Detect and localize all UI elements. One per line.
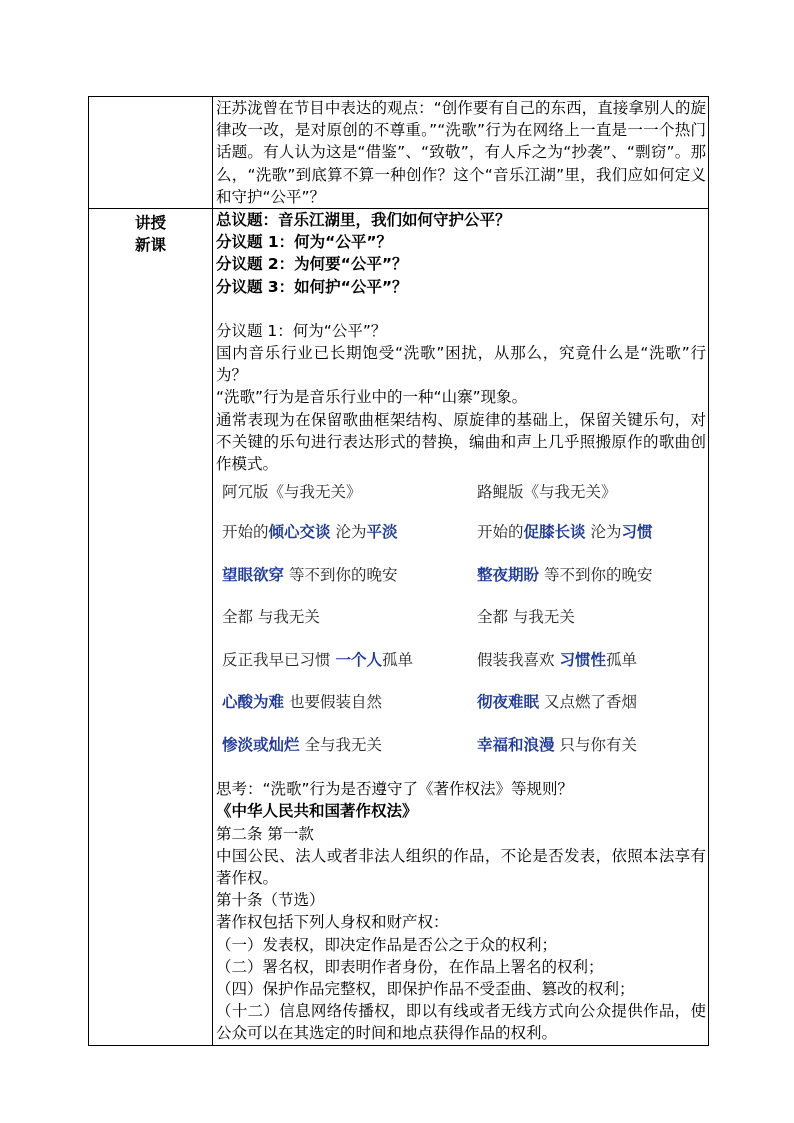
lecture-label-cell (89, 209, 213, 1046)
lyric-text: 开始的 (477, 523, 524, 542)
intro-label-cell (89, 97, 213, 209)
sub-topic-heading: 分议题 1：何为“公平”？ (216, 321, 387, 340)
lyric-highlight: 促膝长谈 (523, 523, 586, 542)
lyric-text: 等不到你的晚安 (284, 565, 398, 584)
lyric-line-right (471, 521, 711, 564)
intro-label (89, 97, 212, 100)
right-item: （一）发表权，即决定作品是否公之于众的权利； (216, 935, 558, 954)
lyric-highlight: 习惯性 (559, 650, 606, 669)
law-title: 《中华人民共和国著作权法》 (216, 802, 418, 821)
lyric-text: 全都 与我无关 (477, 608, 575, 627)
lyrics-right-title: 路鲲版《与我无关》 (477, 483, 617, 502)
lyric-highlight: 惨淡或灿烂 (222, 735, 300, 754)
paragraph-3: 通常表现为在保留歌曲框架结构、原旋律的基础上，保留关键乐句，对不关键的乐句进行表达形式的替换，编曲和声上几乎照搬原作的歌曲创作模式。 (216, 410, 706, 474)
lyric-text: 反正我早已习惯 (222, 650, 336, 669)
right-item: （四）保护作品完整权，即保护作品不受歪曲、篡改的权利； (216, 980, 635, 999)
lyric-text: 开始的 (222, 523, 269, 542)
lyric-line-left (216, 564, 471, 607)
lyric-text: 孤单 (381, 650, 413, 669)
lecture-content-cell (213, 209, 709, 1046)
lyric-line-right (471, 564, 711, 607)
lyric-line-left (216, 691, 471, 734)
lyric-highlight: 彻夜难眠 (477, 693, 540, 712)
lyric-text: 沦为 (330, 523, 367, 542)
lyrics-left-title: 阿冗版《与我无关》 (222, 483, 362, 502)
lyric-highlight: 望眼欲穿 (222, 565, 285, 584)
article2-text: 中国公民、法人或者非法人组织的作品，不论是否发表，依照本法享有著作权。 (216, 846, 706, 888)
paragraph-2: “洗歌”行为是音乐行业中的一种“山寨”现象。 (216, 388, 528, 407)
lecture-content (213, 209, 708, 1045)
sub-topic-3: 分议题 3：如何护“公平”？ (216, 277, 408, 296)
lyric-highlight: 幸福和浪漫 (477, 735, 555, 754)
intro-row (89, 97, 709, 209)
lyric-highlight: 平淡 (366, 523, 398, 542)
intro-paragraph: 汪苏泷曾在节目中表达的观点：“创作要有自己的东西，直接拿别人的旋律改一改，是对原创的不尊重。”“洗歌”行为在网络上一直是一一个热门话题。有人认为这是“借鉴”、“致敬”，有人斥之为“抄袭”、“剽窃”。那么，“洗歌”到底算不算一种创作？这个“音乐江湖”里，我们应如何定义和守护“公平”？ (216, 99, 706, 206)
lyric-text: 只与你有关 (554, 735, 637, 754)
lyric-line-left (216, 521, 471, 564)
think-question: 思考：“洗歌”行为是否遵守了《著作权法》等规则？ (216, 780, 574, 799)
lecture-row (89, 209, 709, 1046)
lyric-line-right (471, 691, 711, 734)
lyric-highlight: 习惯 (621, 523, 653, 542)
lyric-text: 全都 与我无关 (222, 608, 320, 627)
sub-topic-2: 分议题 2：为何要“公平”？ (216, 255, 408, 274)
lyric-highlight: 心酸为难 (222, 693, 285, 712)
article10-intro: 著作权包括下列人身权和财产权： (216, 913, 449, 932)
intro-content-cell (213, 97, 709, 209)
right-item: （十二）信息网络传播权，即以有线或者无线方式向公众提供作品，使公众可以在其选定的时间和地点获得作品的权利。 (216, 1002, 706, 1043)
lyric-line-right (471, 734, 711, 777)
lyric-line-right (471, 606, 711, 649)
right-item: （二）署名权，即表明作者身份，在作品上署名的权利； (216, 957, 604, 976)
lyric-highlight: 一个人 (335, 650, 382, 669)
lyric-text: 等不到你的晚安 (539, 565, 653, 584)
paragraph-1: 国内音乐行业已长期饱受“洗歌”困扰，从那么，究竟什么是“洗歌”行为？ (216, 344, 706, 385)
lyrics-comparison (216, 477, 706, 776)
lecture-label (89, 209, 212, 256)
sub-topic-1: 分议题 1：何为“公平”？ (216, 233, 393, 252)
lesson-table (88, 96, 709, 1046)
lyric-text: 假装我喜欢 (477, 650, 560, 669)
lyric-line-left (216, 734, 471, 777)
article2-title: 第二条 第一款 (216, 824, 314, 843)
lyric-text: 全与我无关 (299, 735, 382, 754)
lyric-text: 也要假装自然 (284, 693, 382, 712)
lyric-line-left (216, 649, 471, 692)
lyric-highlight: 倾心交谈 (268, 523, 331, 542)
lyric-text: 又点燃了香烟 (539, 693, 637, 712)
spacer (216, 298, 706, 320)
lyric-line-left (216, 606, 471, 649)
article10-title: 第十条（节选） (216, 891, 325, 910)
main-topic: 总议题：音乐江湖里，我们如何守护公平？ (216, 211, 511, 230)
lyric-highlight: 整夜期盼 (477, 565, 540, 584)
lyric-text: 孤单 (605, 650, 637, 669)
lecture-label-line2: 新课 (134, 236, 166, 255)
lyric-text: 沦为 (585, 523, 622, 542)
lyric-line-right (471, 649, 711, 692)
lecture-label-line1: 讲授 (134, 214, 166, 233)
